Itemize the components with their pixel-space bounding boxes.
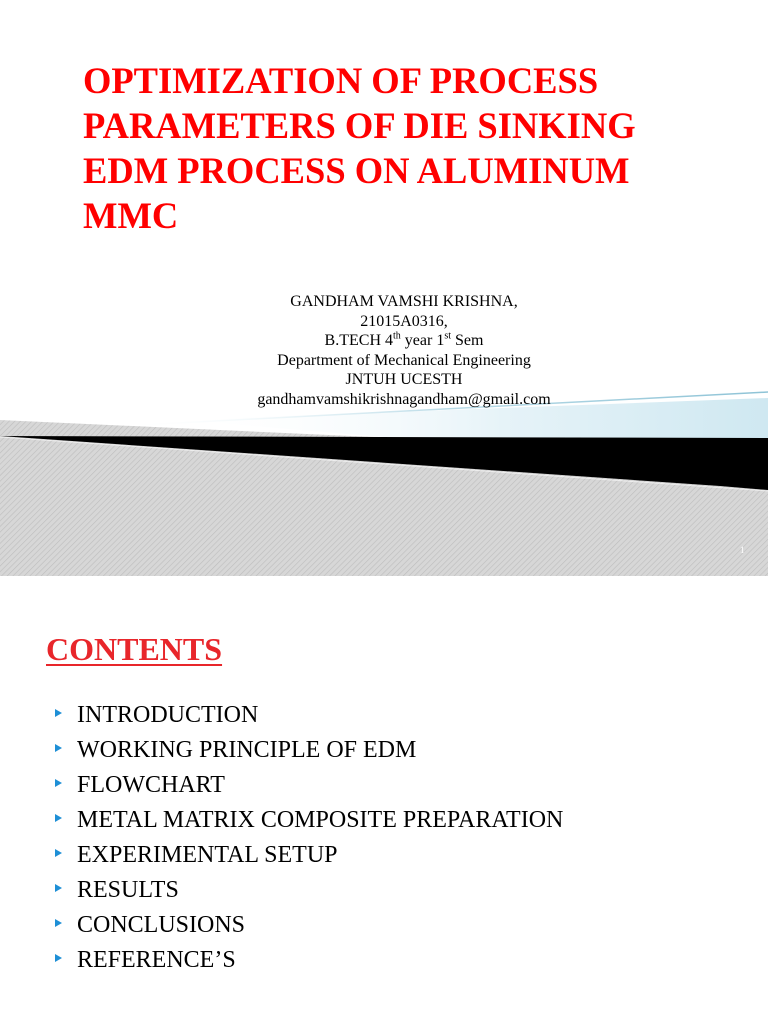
course-superscript-st: st — [444, 330, 451, 342]
institution: JNTUH UCESTH — [345, 371, 463, 389]
author-name: GANDHAM VAMSHI KRISHNA, — [290, 293, 518, 310]
triangle-bullet-icon — [55, 779, 62, 787]
presentation-title: OPTIMIZATION OF PROCESS PARAMETERS OF DIE SINKING EDM PROCESS ON ALUMINUM MMC — [83, 60, 636, 236]
list-item-label: EXPERIMENTAL SETUP — [77, 842, 338, 868]
list-item-label: METAL MATRIX COMPOSITE PREPARATION — [77, 807, 564, 833]
course-suffix: Sem — [450, 332, 484, 350]
list-item-label: RESULTS — [77, 877, 179, 903]
course-line — [200, 331, 608, 351]
course-prefix: B.TECH 4 — [324, 332, 393, 350]
list-item — [52, 803, 563, 838]
author-details — [200, 292, 608, 410]
contents-heading: CONTENTS — [46, 631, 223, 667]
triangle-bullet-icon — [55, 814, 62, 822]
triangle-bullet-icon — [55, 849, 62, 857]
list-item — [52, 873, 563, 908]
list-item — [52, 768, 563, 803]
triangle-bullet-icon — [55, 954, 62, 962]
list-item — [52, 943, 563, 978]
email: gandhamvamshikrishnagandham@gmail.com — [257, 390, 551, 408]
list-item-label: FLOWCHART — [77, 772, 225, 798]
list-item — [52, 908, 563, 943]
list-item — [52, 698, 563, 733]
course-mid: year 1 — [400, 332, 445, 350]
contents-slide — [0, 580, 768, 1024]
roll-number: 21015A0316, — [360, 312, 448, 330]
triangle-bullet-icon — [55, 709, 62, 717]
list-item-label: WORKING PRINCIPLE OF EDM — [77, 737, 417, 763]
list-item-label: REFERENCE’S — [77, 947, 236, 973]
list-item-label: CONCLUSIONS — [77, 912, 246, 938]
contents-list — [52, 698, 563, 978]
department: Department of Mechanical Engineering — [277, 351, 531, 369]
triangle-bullet-icon — [55, 919, 62, 927]
course-superscript-th: th — [393, 330, 401, 342]
list-item — [52, 838, 563, 873]
slide-number: 1 — [740, 545, 745, 555]
list-item — [52, 733, 563, 768]
triangle-bullet-icon — [55, 744, 62, 752]
list-item-label: INTRODUCTION — [77, 702, 259, 728]
triangle-bullet-icon — [55, 884, 62, 892]
